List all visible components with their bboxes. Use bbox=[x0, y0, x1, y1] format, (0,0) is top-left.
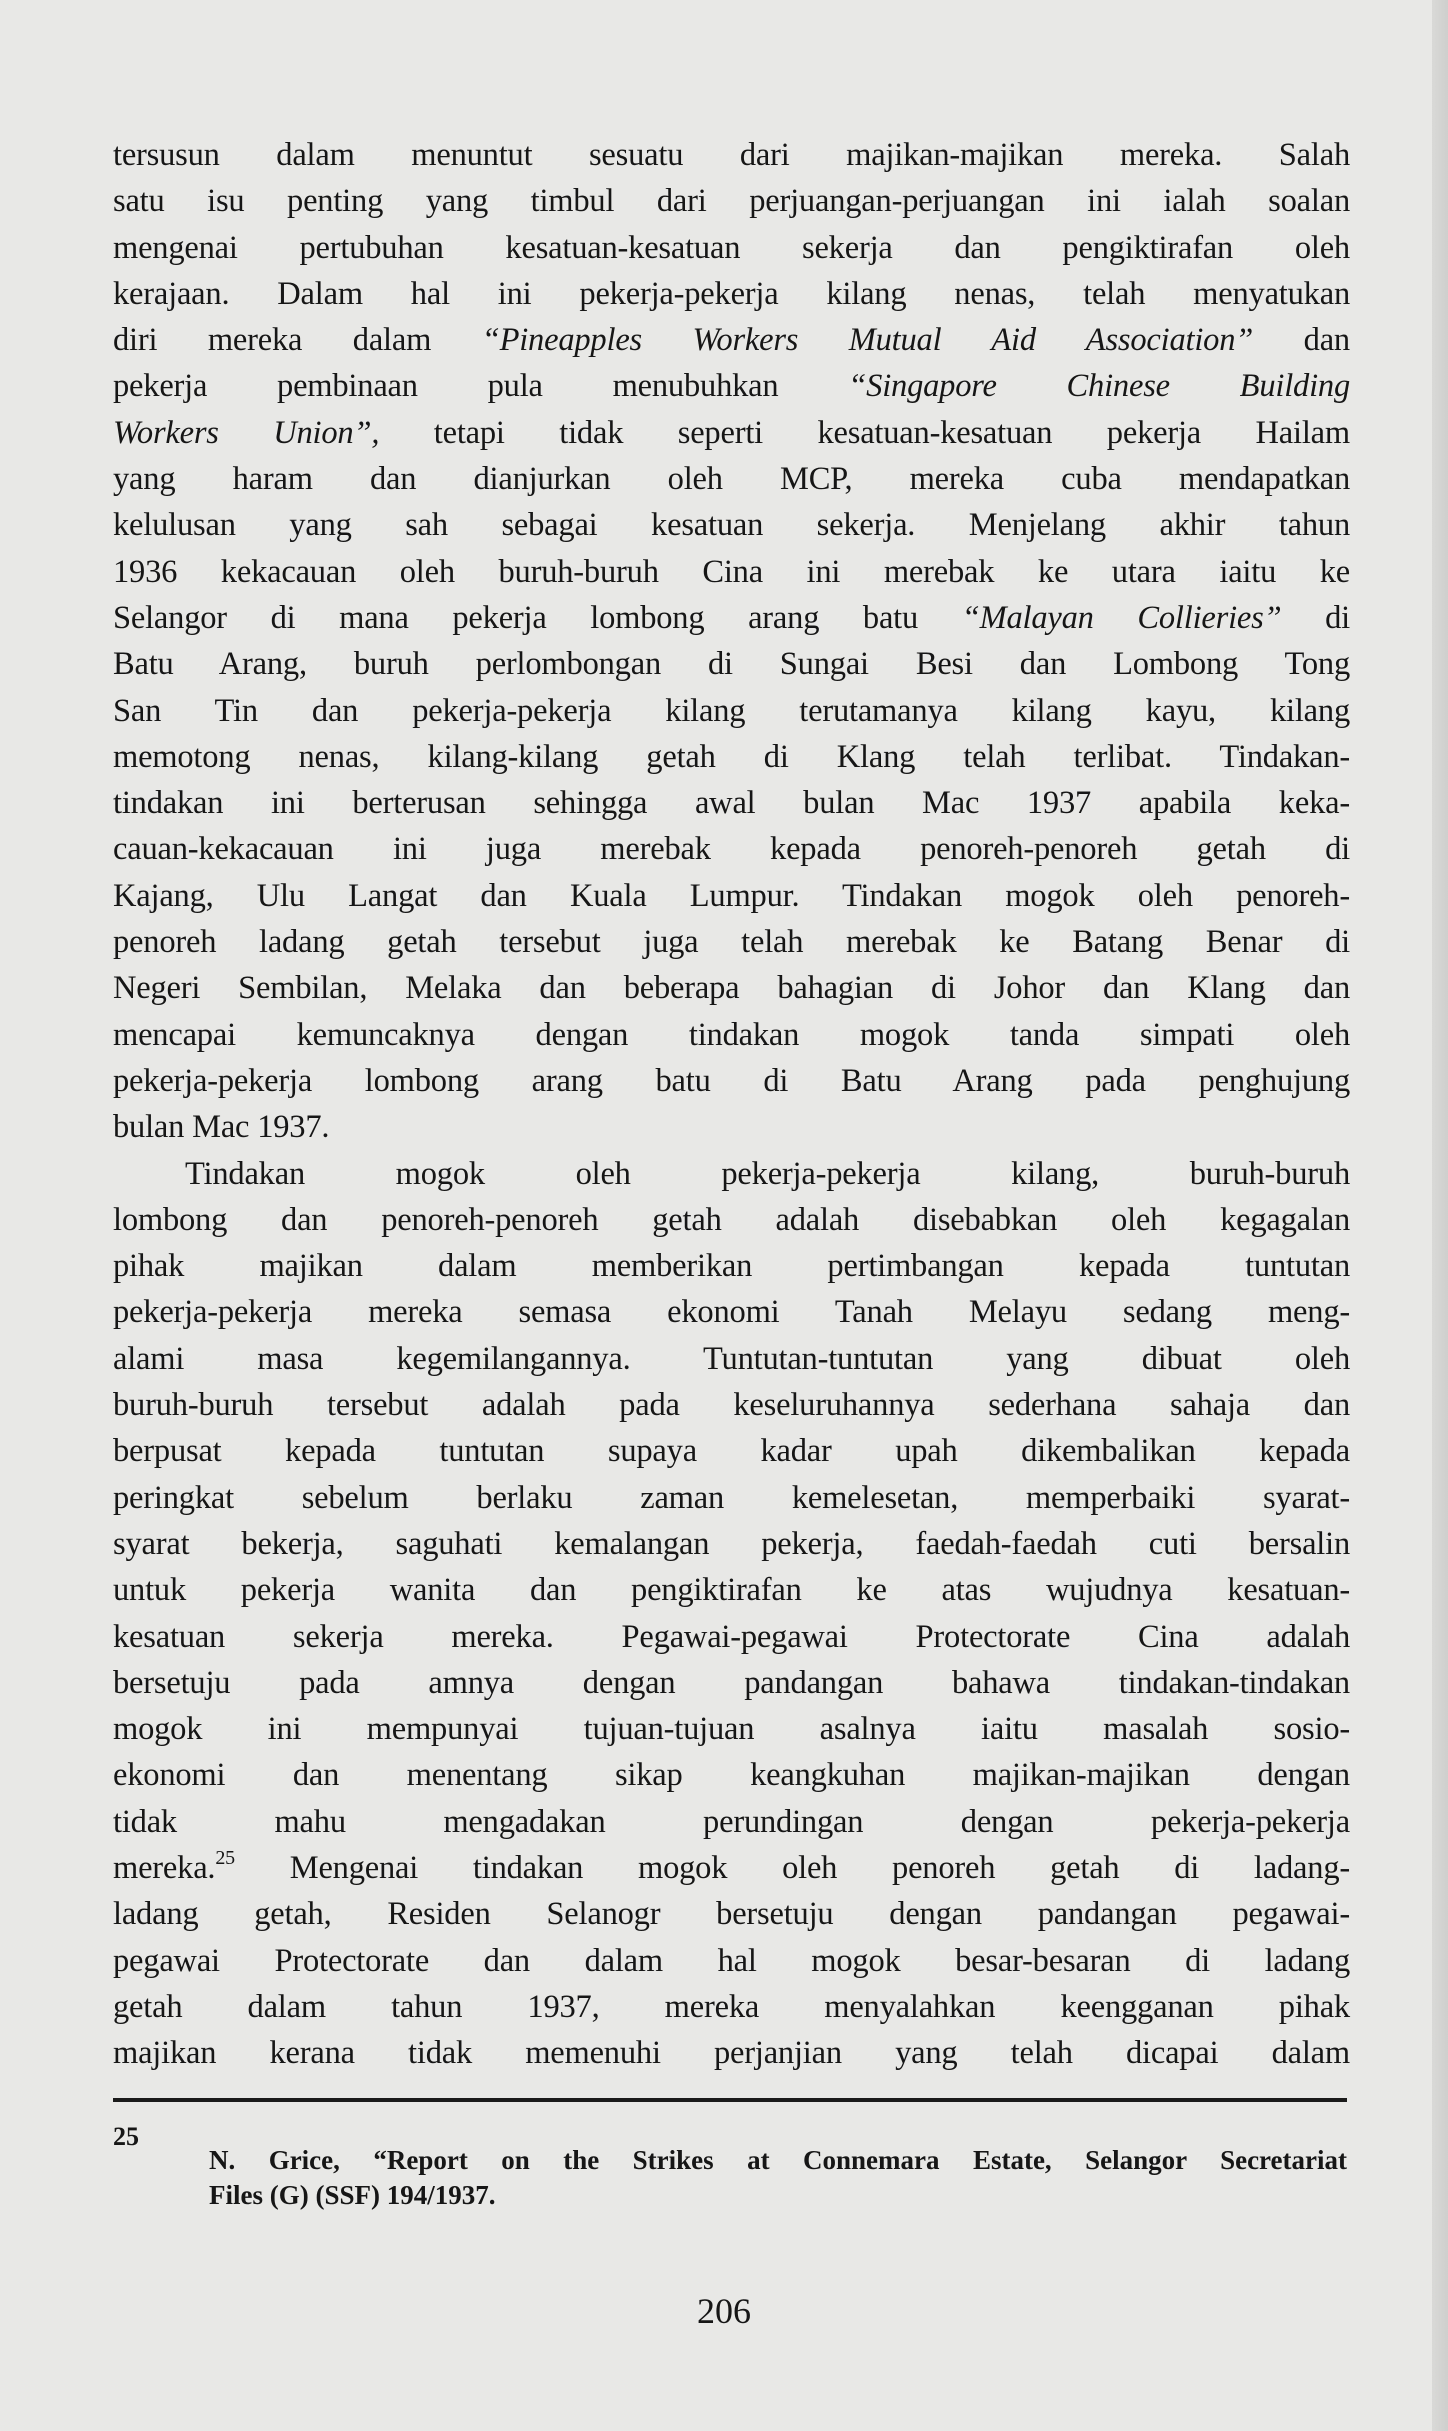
footnote-reference: 25 bbox=[215, 1846, 235, 1869]
text-segment: San Tin dan pekerja-pekerja kilang terutamanya kilang kayu, kilang bbox=[113, 692, 1350, 729]
text-line bbox=[113, 595, 1350, 641]
text-segment: tindakan ini berterusan sehingga awal bulan Mac 1937 apabila keka- bbox=[113, 785, 1350, 822]
text-line bbox=[113, 225, 1350, 271]
text-segment: Batu Arang, buruh perlombongan di Sungai Besi dan Lombong Tong bbox=[113, 646, 1350, 683]
page-number: 206 bbox=[697, 2291, 751, 2331]
text-segment: dan bbox=[1253, 322, 1350, 359]
text-segment: mencapai kemuncaknya dengan tindakan mogok tanda simpati oleh bbox=[113, 1016, 1350, 1053]
italic-title: Workers Union”, bbox=[113, 414, 380, 451]
text-segment: mereka. bbox=[113, 1849, 216, 1886]
text-line bbox=[113, 271, 1350, 317]
italic-title: “Pineapples Workers Mutual Aid Association” bbox=[481, 322, 1254, 359]
text-segment: ekonomi dan menentang sikap keangkuhan majikan-majikan dengan bbox=[113, 1757, 1350, 1794]
text-segment: pekerja pembinaan pula menubuhkan bbox=[113, 368, 849, 405]
text-line bbox=[113, 1336, 1350, 1382]
text-line bbox=[113, 1614, 1350, 1660]
text-line bbox=[113, 2030, 1350, 2076]
text-segment: di bbox=[1281, 599, 1350, 636]
text-segment: syarat bekerja, saguhati kemalangan pekerja, faedah-faedah cuti bersalin bbox=[113, 1525, 1350, 1562]
text-line bbox=[113, 363, 1350, 409]
text-segment: ladang getah, Residen Selanogr bersetuju dengan pandangan pegawai- bbox=[113, 1896, 1350, 1933]
text-line bbox=[113, 502, 1350, 548]
text-segment: cauan-kekacauan ini juga merebak kepada penoreh-penoreh getah di bbox=[113, 831, 1350, 868]
text-line bbox=[113, 1752, 1350, 1798]
text-segment: memotong nenas, kilang-kilang getah di Klang telah terlibat. Tindakan- bbox=[113, 738, 1350, 775]
text-line bbox=[113, 1428, 1350, 1474]
text-line bbox=[113, 178, 1350, 224]
text-line bbox=[113, 1984, 1350, 2030]
text-line bbox=[113, 317, 1350, 363]
text-line bbox=[113, 1151, 1350, 1197]
text-segment: bulan Mac 1937. bbox=[113, 1109, 330, 1146]
text-segment: mogok ini mempunyai tujuan-tujuan asalnya iaitu masalah sosio- bbox=[113, 1711, 1350, 1748]
text-line bbox=[113, 1289, 1350, 1335]
text-line bbox=[113, 688, 1350, 734]
text-line bbox=[113, 965, 1350, 1011]
text-segment: mengenai pertubuhan kesatuan-kesatuan sekerja dan pengiktirafan oleh bbox=[113, 229, 1350, 266]
text-segment: bersetuju pada amnya dengan pandangan bahawa tindakan-tindakan bbox=[113, 1664, 1350, 1701]
text-line bbox=[113, 873, 1350, 919]
text-segment: kesatuan sekerja mereka. Pegawai-pegawai Protectorate Cina adalah bbox=[113, 1618, 1350, 1655]
text-line bbox=[113, 1104, 1350, 1150]
text-line bbox=[113, 1243, 1350, 1289]
text-line bbox=[113, 1197, 1350, 1243]
text-segment: pekerja-pekerja mereka semasa ekonomi Tanah Melayu sedang meng- bbox=[113, 1294, 1350, 1331]
text-segment: pihak majikan dalam memberikan pertimbangan kepada tuntutan bbox=[113, 1248, 1350, 1285]
text-line bbox=[113, 1382, 1350, 1428]
text-segment: diri mereka dalam bbox=[113, 322, 482, 359]
text-segment: 1936 kekacauan oleh buruh-buruh Cina ini merebak ke utara iaitu ke bbox=[113, 553, 1350, 590]
text-segment: tersusun dalam menuntut sesuatu dari majikan-majikan mereka. Salah bbox=[113, 137, 1350, 173]
text-line bbox=[113, 734, 1350, 780]
text-line bbox=[113, 549, 1350, 595]
italic-title: “Singapore Chinese Building bbox=[848, 368, 1351, 405]
text-segment: Negeri Sembilan, Melaka dan beberapa bahagian di Johor dan Klang dan bbox=[113, 970, 1350, 1007]
text-segment: peringkat sebelum berlaku zaman kemelesetan, memperbaiki syarat- bbox=[113, 1479, 1350, 1516]
text-segment: getah dalam tahun 1937, mereka menyalahkan keengganan pihak bbox=[113, 1988, 1350, 2025]
text-segment: penoreh ladang getah tersebut juga telah merebak ke Batang Benar di bbox=[113, 924, 1350, 961]
text-line bbox=[113, 1891, 1350, 1937]
text-line bbox=[113, 1938, 1350, 1984]
footnote-text bbox=[209, 2143, 1347, 2213]
text-line bbox=[113, 456, 1350, 502]
text-segment: majikan kerana tidak memenuhi perjanjian yang telah dicapai dalam bbox=[113, 2035, 1350, 2072]
italic-title: “Malayan Collieries” bbox=[961, 599, 1282, 636]
text-segment: berpusat kepada tuntutan supaya kadar upah dikembalikan kepada bbox=[113, 1433, 1350, 1470]
text-segment: buruh-buruh tersebut adalah pada keseluruhannya sederhana sahaja dan bbox=[113, 1387, 1350, 1424]
text-line bbox=[113, 1845, 1350, 1891]
text-segment: pekerja-pekerja lombong arang batu di Batu Arang pada penghujung bbox=[113, 1062, 1350, 1099]
footnote-divider bbox=[113, 2098, 1347, 2102]
page-edge bbox=[1432, 0, 1448, 2431]
text-segment: Selangor di mana pekerja lombong arang batu bbox=[113, 599, 962, 636]
text-line bbox=[113, 641, 1350, 687]
text-line bbox=[113, 1475, 1350, 1521]
text-segment: Kajang, Ulu Langat dan Kuala Lumpur. Tindakan mogok oleh penoreh- bbox=[113, 877, 1350, 914]
text-line bbox=[113, 132, 1350, 178]
text-line bbox=[113, 1012, 1350, 1058]
text-segment: untuk pekerja wanita dan pengiktirafan ke atas wujudnya kesatuan- bbox=[113, 1572, 1350, 1609]
text-line bbox=[113, 410, 1350, 456]
text-segment: pegawai Protectorate dan dalam hal mogok besar-besaran di ladang bbox=[113, 1942, 1350, 1979]
text-segment: kerajaan. Dalam hal ini pekerja-pekerja kilang nenas, telah menyatukan bbox=[113, 275, 1350, 312]
text-line bbox=[113, 919, 1350, 965]
text-segment: Tindakan mogok oleh pekerja-pekerja kilang, buruh-buruh bbox=[185, 1155, 1350, 1192]
text-line bbox=[113, 1058, 1350, 1104]
text-segment: tetapi tidak seperti kesatuan-kesatuan pekerja Hailam bbox=[379, 414, 1350, 451]
text-segment: yang haram dan dianjurkan oleh MCP, mereka cuba mendapatkan bbox=[113, 461, 1350, 498]
text-segment: tidak mahu mengadakan perundingan dengan pekerja-pekerja bbox=[113, 1803, 1350, 1840]
text-line bbox=[113, 780, 1350, 826]
text-line bbox=[113, 1660, 1350, 1706]
text-line bbox=[113, 1521, 1350, 1567]
footnote-line: N. Grice, “Report on the Strikes at Connemara Estate, Selangor Secretariat bbox=[209, 2145, 1347, 2175]
text-line bbox=[113, 1567, 1350, 1613]
footnote-line: Files (G) (SSF) 194/1937. bbox=[209, 2180, 496, 2210]
footnote-number: 25 bbox=[113, 2122, 139, 2151]
text-segment: satu isu penting yang timbul dari perjuangan-perjuangan ini ialah soalan bbox=[113, 183, 1350, 220]
text-segment: alami masa kegemilangannya. Tuntutan-tuntutan yang dibuat oleh bbox=[113, 1340, 1350, 1377]
body-text bbox=[113, 132, 1350, 2076]
text-line bbox=[113, 826, 1350, 872]
text-line bbox=[113, 1706, 1350, 1752]
text-segment: lombong dan penoreh-penoreh getah adalah disebabkan oleh kegagalan bbox=[113, 1201, 1350, 1238]
text-line bbox=[113, 1799, 1350, 1845]
text-segment: kelulusan yang sah sebagai kesatuan sekerja. Menjelang akhir tahun bbox=[113, 507, 1350, 544]
text-segment: Mengenai tindakan mogok oleh penoreh getah di ladang- bbox=[234, 1849, 1350, 1886]
